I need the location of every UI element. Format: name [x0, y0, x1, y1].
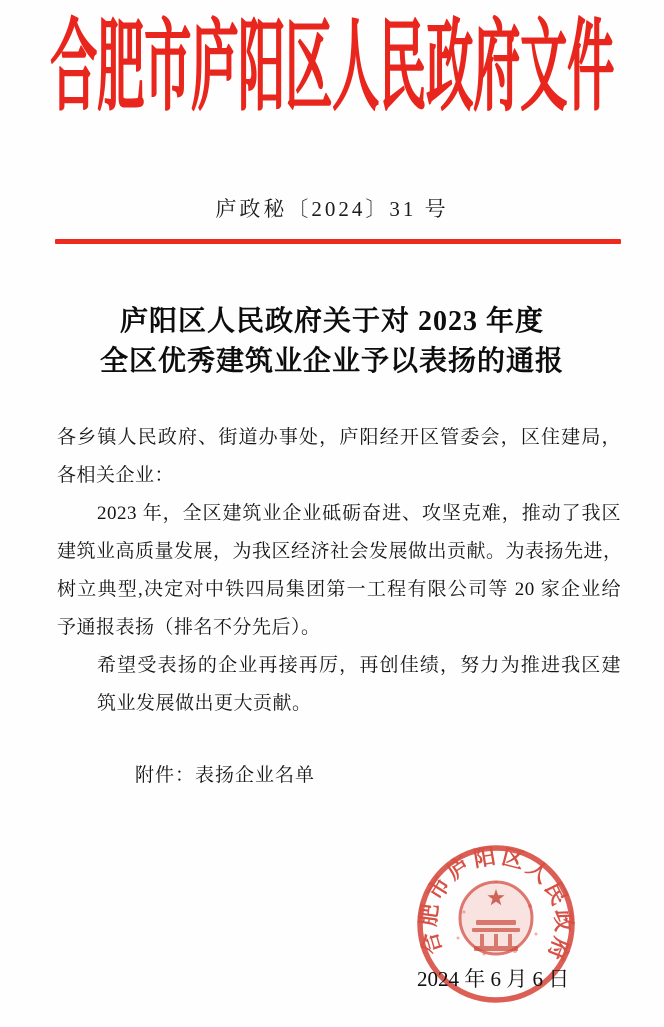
- body-line: 予通报表扬（排名不分先后）。: [57, 617, 321, 638]
- document-title-line2: 全区优秀建筑业企业予以表扬的通报: [99, 346, 564, 377]
- body-line: 希望受表扬的企业再接再厉，再创佳绩，努力为推进我区建: [97, 655, 621, 676]
- body-line: 2023 年，全区建筑业企业砥砺奋进、攻坚克难，推动了我区: [97, 503, 621, 524]
- document-body: [57, 419, 621, 723]
- document-title: [0, 302, 664, 382]
- attachment-note: 附件：表扬企业名单: [135, 765, 316, 786]
- national-emblem-icon: [460, 882, 532, 954]
- body-line: 建筑业高质量发展，为我区经济社会发展做出贡献。为表扬先进，: [57, 541, 623, 562]
- document-number: 庐政秘〔2024〕31 号: [215, 197, 449, 221]
- letterhead-title: 合肥市庐阳区人民政府文件: [50, 12, 614, 123]
- body-line: 筑业发展做出更大贡献。: [97, 693, 312, 714]
- red-divider-line: [55, 239, 621, 244]
- seal-ring-text: 合肥市庐阳区人民政府: [415, 843, 577, 964]
- document-date: 2024 年 6 月 6 日: [417, 967, 570, 991]
- body-line: 各相关企业：: [57, 465, 175, 486]
- body-line: 各乡镇人民政府、街道办事处，庐阳经开区管委会，区住建局，: [57, 427, 621, 448]
- document-letterhead: [0, 14, 664, 138]
- body-line: 树立典型,决定对中铁四局集团第一工程有限公司等 20 家企业给: [57, 579, 621, 600]
- document-title-line1: 庐阳区人民政府关于对 2023 年度: [119, 306, 544, 337]
